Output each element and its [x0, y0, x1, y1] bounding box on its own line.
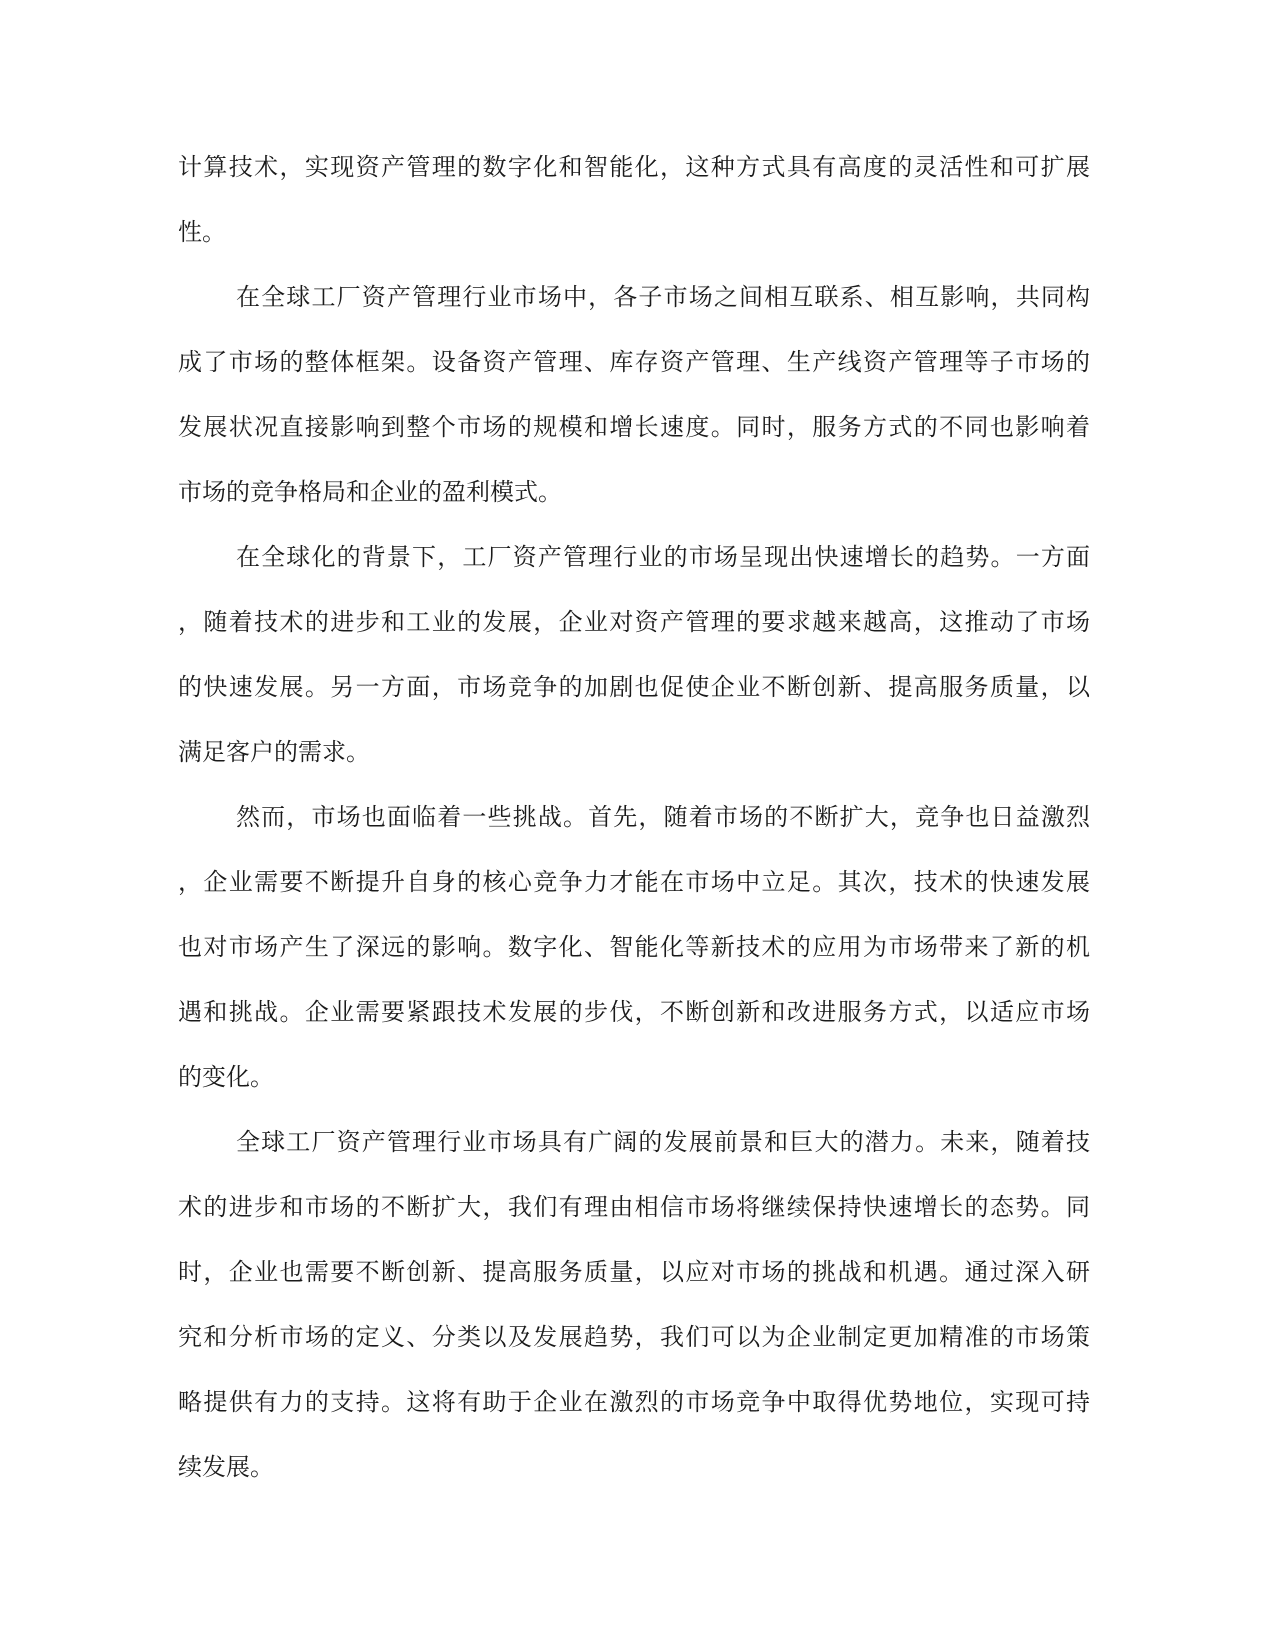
text-line: 的变化。 — [178, 1064, 274, 1091]
paragraph-2 — [178, 265, 1090, 525]
paragraph-1 — [178, 135, 1090, 265]
text-line: 计算技术，实现资产管理的数字化和智能化，这种方式具有高度的灵活性和可扩展 — [178, 154, 1090, 181]
text-line: 性。 — [178, 219, 226, 246]
text-line: 也对市场产生了深远的影响。数字化、智能化等新技术的应用为市场带来了新的机 — [178, 934, 1090, 961]
document-body — [178, 135, 1090, 1500]
text-line: 遇和挑战。企业需要紧跟技术发展的步伐，不断创新和改进服务方式，以适应市场 — [178, 999, 1090, 1026]
text-line: 略提供有力的支持。这将有助于企业在激烈的市场竞争中取得优势地位，实现可持 — [178, 1389, 1090, 1416]
text-line: ，随着技术的进步和工业的发展，企业对资产管理的要求越来越高，这推动了市场 — [178, 609, 1090, 636]
text-line: 续发展。 — [178, 1454, 274, 1481]
text-line: 术的进步和市场的不断扩大，我们有理由相信市场将继续保持快速增长的态势。同 — [178, 1194, 1090, 1221]
text-line: 时，企业也需要不断创新、提高服务质量，以应对市场的挑战和机遇。通过深入研 — [178, 1259, 1090, 1286]
text-line: 满足客户的需求。 — [178, 739, 370, 766]
text-line: 发展状况直接影响到整个市场的规模和增长速度。同时，服务方式的不同也影响着 — [178, 414, 1090, 441]
paragraph-5 — [178, 1110, 1090, 1500]
text-line: 在全球化的背景下，工厂资产管理行业的市场呈现出快速增长的趋势。一方面 — [236, 544, 1090, 571]
paragraph-3 — [178, 525, 1090, 785]
text-line: 在全球工厂资产管理行业市场中，各子市场之间相互联系、相互影响，共同构 — [236, 284, 1090, 311]
text-line: 成了市场的整体框架。设备资产管理、库存资产管理、生产线资产管理等子市场的 — [178, 349, 1090, 376]
text-line: 的快速发展。另一方面，市场竞争的加剧也促使企业不断创新、提高服务质量，以 — [178, 674, 1090, 701]
text-line: 全球工厂资产管理行业市场具有广阔的发展前景和巨大的潜力。未来，随着技 — [236, 1129, 1090, 1156]
paragraph-4 — [178, 785, 1090, 1110]
text-line: 究和分析市场的定义、分类以及发展趋势，我们可以为企业制定更加精准的市场策 — [178, 1324, 1090, 1351]
text-line: ，企业需要不断提升自身的核心竞争力才能在市场中立足。其次，技术的快速发展 — [178, 869, 1090, 896]
text-line: 市场的竞争格局和企业的盈利模式。 — [178, 479, 562, 506]
text-line: 然而，市场也面临着一些挑战。首先，随着市场的不断扩大，竞争也日益激烈 — [236, 804, 1090, 831]
